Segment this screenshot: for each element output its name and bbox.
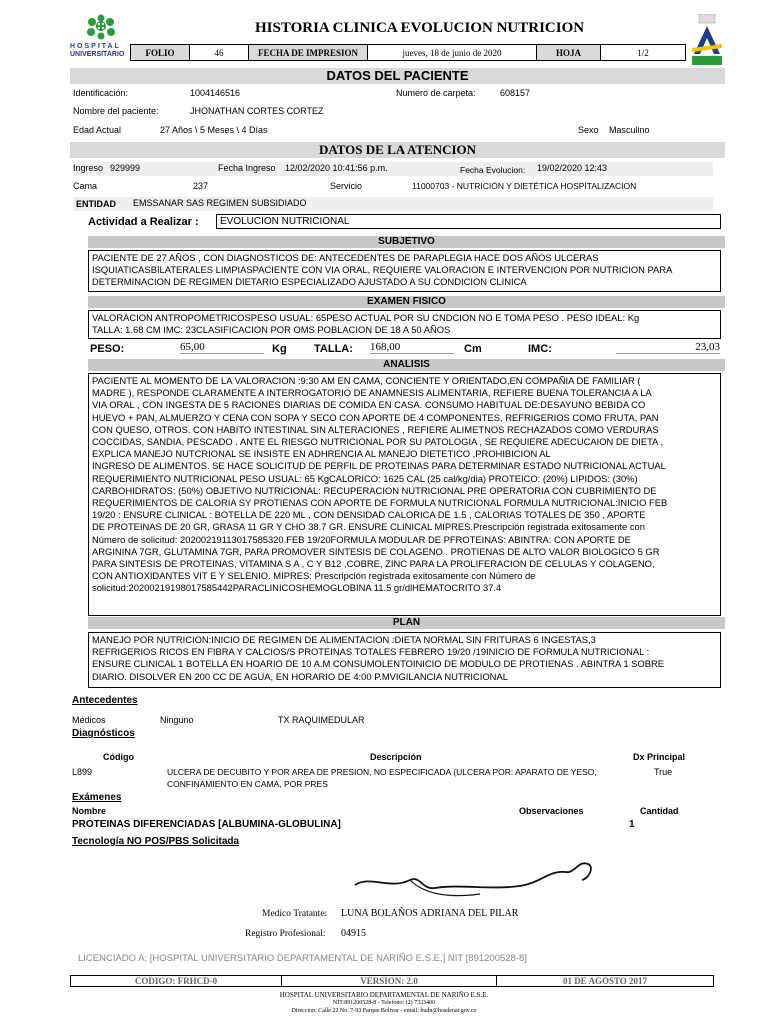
document-title: HISTORIA CLINICA EVOLUCION NUTRICION (255, 20, 585, 36)
nombre-label: Nombre del paciente: (73, 106, 159, 116)
licencia-text: LICENCIADO A: [HOSPITAL UNIVERSITARIO DEPARTAMENTAL DE NARIÑO E.S.E.] NIT [891200528-8] (78, 953, 527, 964)
folio-label: FOLIO (131, 45, 190, 61)
subjetivo-line: DETERMINACION DE REGIMEN DIETARIO ESPECIALIZADO AJUSTADO A SU CONDICION CLINICA (92, 276, 527, 288)
footer-direccion: Direccion: Calle 22 No. 7-93 Parque Bolivar - email: hudn@hosdenar.gov.co (291, 1008, 477, 1014)
analisis-line: MADRE ), RESPONDE CLARAMENTE A INTERROGATORIO DE ANAMNESIS ALIMENTARIA, REFIERE BUENA TOLERANCIA A LA (92, 387, 652, 399)
registro-value: 04915 (341, 928, 366, 939)
footer-code-table (70, 975, 714, 987)
footer-nit: NIT:891200528-8 - Telefono: (2) 7333400 (332, 1000, 436, 1006)
servicio-value: 11000703 - NUTRICIÓN Y DIETÉTICA HOSPITALIZACION (412, 181, 637, 191)
ingreso-value: 929999 (110, 163, 141, 173)
entidad-value: EMSSANAR SAS REGIMEN SUBSIDIADO (133, 198, 307, 208)
tecnologia-title: Tecnología NO POS/PBS Solicitada (72, 836, 240, 847)
cama-value: 237 (193, 181, 209, 191)
diagnostico-col-codigo: Código (103, 752, 134, 762)
analisis-line: VIA ORAL , CON INGESTA DE 5 RACIONES DIARIAS DE COMIDA EN CASA. CONSUMO HABITUAL DE:DESAYUNO BEBIDA CO (92, 399, 646, 411)
analisis-line: CARBOHIDRATOS: (50%) OBJETIVO NUTRICIONAL: RECUPERACION NUTRICIONAL PRE OPERATORIA CON CUBRIMIENTO DE (92, 484, 657, 496)
carpeta-value: 608157 (500, 88, 531, 98)
talla-label: TALLA: (314, 343, 353, 355)
diagnostico-col-descripcion: Descripción (370, 752, 422, 762)
analisis-line: CON ANTIOXIDANTES VIT E Y SELENIO. MIPRES: Prescripción registrada exitosamente con Número de (92, 570, 536, 582)
examen-text (88, 310, 721, 339)
diagnostico-principal: True (654, 767, 673, 777)
fecha-impresion-label: FECHA DE IMPRESION (249, 45, 368, 61)
folio-value: 46 (190, 45, 249, 61)
examenes-col-nombre: Nombre (72, 806, 107, 816)
analisis-line: PACIENTE AL MOMENTO DE LA VALORACION :9:30 AM EN CAMA, CONCIENTE Y ORIENTADO,EN COMPAÑIA DE FAMILIAR ( (92, 375, 641, 386)
fecha-evolucion-label: Fecha Evolucion: (460, 165, 526, 175)
entidad-label: ENTIDAD (76, 199, 116, 209)
sexo-label: Sexo (578, 125, 599, 135)
hoja-label: HOJA (537, 45, 601, 61)
id-value: 1004146516 (190, 88, 241, 98)
fecha-ingreso-label: Fecha Ingreso (218, 163, 276, 173)
analisis-line: HUEVO + PAN, ALMUERZO Y CENA CON SOPA Y SECO CON APORTE DE 4 COMPONENTES, REFRIGERIOS COMO FRUTA, PAN (92, 411, 659, 423)
analisis-line: DE PROTEINAS DE 20 GR, GRASA 11 GR Y CHO 38.7 GR. ENSURE CLINICAL MIPRES.Prescripción registrada exitosamente con (92, 521, 645, 533)
plan-line: ENSURE CLINICAL 1 BOTELLA EN HOARIO DE 10 A.M CONSUMOLENTOINICIO DE MODULO DE PROTIENAS . ABINTRA 1 SOBRE (92, 658, 665, 670)
examen-line: TALLA: 1.68 CM IMC: 23CLASIFICACION POR OMS POBLACION DE 18 A 50 AÑOS (92, 324, 451, 336)
accreditation-logo (690, 14, 724, 66)
fecha-ingreso-value: 12/02/2020 10:41:56 p.m. (285, 163, 388, 173)
section-datos-atencion: DATOS DE LA ATENCION (70, 142, 725, 158)
logo-text-universitario: UNIVERSITARIO (70, 51, 125, 58)
footer-hospital: HOSPITAL UNIVERSITARIO DEPARTAMENTAL DE NARIÑO E.S.E. (279, 991, 489, 999)
id-label: Identificación: (73, 88, 129, 98)
analisis-line: PARA SINTESIS DE PROTEINAS, VITAMINA S A , C Y B12 ,COBRE, ZINC PARA LA PROLIFERACION DE CELULAS Y COLAGENO, (92, 558, 655, 570)
talla-unit: Cm (464, 343, 482, 355)
analisis-line: solicitud:20200219198017585442PARACLINICOSHEMOGLOBINA 11.5 gr/dlHEMATOCRITO 37.4 (92, 582, 502, 594)
footer-codigo: CODIGO: FRHCD-0 (71, 976, 282, 987)
analisis-line: INGRESO DE ALIMENTOS. SE HACE SOLICITUD DE PERFIL DE PROTEINAS PARA DETERMINAR ESTADO NUTRICIONAL ACTUAL (92, 460, 666, 472)
antecedente-extra: TX RAQUIMEDULAR (278, 715, 365, 725)
plan-text (88, 632, 721, 688)
registro-label: Registro Profesional: (245, 929, 326, 939)
analisis-line: REQUERIMIENTO NUTRICIONAL PESO USUAL: 65 KgCALORICO: 1625 CAL (25 cal/kg/dia) PROTEICO: (20%) LIPIDOS: (30%) (92, 472, 638, 484)
subjetivo-line: PACIENTE DE 27 AÑOS , CON DIAGNOSTICOS DE: ANTECEDENTES DE PARAPLEGIA HACE DOS AÑOS ULCERAS (92, 252, 599, 263)
talla-value: 168,00 (370, 341, 454, 354)
analisis-text (88, 373, 721, 616)
analisis-line: CON QUESO, OTROS. CON HABITO INTESTINAL SIN ALTERACIONES , REFIERE ALIMETNOS RECHAZADOS COMO VERDURAS (92, 423, 659, 435)
ingreso-row-bg (73, 162, 713, 176)
diagnostico-descripcion-2: CONFINAMIENTO EN CAMA, POR PRES (167, 779, 328, 789)
carpeta-label: Numero de carpeta: (396, 88, 476, 98)
examen-title: EXAMEN FISICO (88, 296, 725, 308)
antecedente-tipo: Médicos (72, 715, 106, 725)
footer-version: VERSION: 2.0 (282, 976, 497, 987)
medico-label: Medico Tratante: (262, 909, 328, 919)
servicio-label: Servicio (330, 181, 363, 191)
diagnostico-codigo: L899 (72, 767, 93, 777)
edad-label: Edad Actual (73, 125, 122, 135)
actividad-value: EVOLUCION NUTRICIONAL (216, 214, 721, 229)
antecedentes-title: Antecedentes (72, 695, 138, 706)
subjetivo-line: ISQUIATICASBILATERALES LIMPIASPACIENTE CON VIA ORAL, REQUIERE VALORACION E INTERVENCION POR NUTRICION PARA (92, 264, 673, 276)
sexo-value: Masculino (609, 125, 650, 135)
logo-text-hospital: HOSPITAL (70, 43, 121, 50)
imc-label: IMC: (528, 343, 552, 355)
cama-label: Cama (73, 181, 98, 191)
nombre-value: JHONATHAN CORTES CORTEZ (190, 106, 324, 116)
examenes-title: Exámenes (72, 792, 122, 803)
subjetivo-title: SUBJETIVO (88, 236, 725, 248)
fecha-evolucion-value: 19/02/2020 12:43 (537, 163, 608, 173)
plan-line: MANEJO POR NUTRICION:INICIO DE REGIMEN DE ALIMENTACION :DIETA NORMAL SIN FRITURAS 6 INGESTAS,3 (92, 634, 596, 645)
analisis-title: ANALISIS (88, 359, 725, 371)
diagnosticos-title: Diagnósticos (72, 728, 135, 739)
medico-value: LUNA BOLAÑOS ADRIANA DEL PILAR (341, 908, 519, 919)
analisis-line: COCCIDAS, SANDIA, PESCADO . ANTE EL RIESGO NUTRICIONAL POR SU PATOLOGIA , SE REQUIERE ADECUCAION DE DIETA , (92, 436, 664, 448)
header-info-table (130, 44, 686, 61)
analisis-line: Número de solicitud: 20200219113017585320.FEB 19/20FORMULA MODULAR DE PFROTEINAS: ABINTRA: CON APORTE DE (92, 533, 631, 545)
analisis-line: REQUERIMIENTOS DE CALORIA SY PROTIENAS CON APORTE DE FORMULA NUTRICIONAL FORMULA NUTRICIONAL:INICIO FEB (92, 497, 668, 509)
peso-unit: Kg (272, 343, 287, 355)
peso-value: 65,00 (180, 341, 264, 354)
antecedente-detalle: Ninguno (160, 715, 194, 725)
ingreso-label: Ingreso (73, 163, 104, 173)
examen-line: VALORACION ANTROPOMETRICOSPESO USUAL: 65PESO ACTUAL POR SU CNDCION NO E TOMA PESO . PESO IDEAL: Kg (92, 312, 640, 323)
examen-nombre: PROTEINAS DIFERENCIADAS [ALBUMINA-GLOBULINA] (72, 819, 341, 830)
footer-fecha: 01 DE AGOSTO 2017 (497, 976, 714, 987)
plan-line: REFRIGERIOS RICOS EN FIBRA Y CALCIOS/S PROTEINAS TOTALES FEBRERO 19/20 /19INICIO DE FORMULA NUTRICIONAL : (92, 646, 650, 658)
plan-line: DIARIO. DISOLVER EN 200 CC DE AGUA, EN HORARIO DE 4:00 P.MVIGILANCIA NUTRICIONAL (92, 670, 508, 682)
subjetivo-text (88, 250, 721, 292)
examenes-col-observaciones: Observaciones (519, 806, 584, 816)
diagnostico-descripcion-1: ULCERA DE DECUBITO Y POR AREA DE PRESION, NO ESPECIFICADA (ULCERA POR: APARATO DE YESO, (167, 767, 597, 777)
examenes-col-cantidad: Cantidad (640, 806, 679, 816)
fecha-impresion-value: jueves, 18 de junio de 2020 (368, 45, 537, 61)
peso-label: PESO: (90, 343, 125, 355)
imc-value: 23,03 (616, 341, 720, 354)
hoja-value: 1/2 (601, 45, 686, 61)
actividad-label: Actividad a Realizar : (88, 216, 199, 228)
signature-image (350, 850, 600, 905)
analisis-line: EXPLICA MANEJO NUTCRIONAL SE INSISTE EN ADHRENCIA AL MANEJO DIETETICO ,PROHIBICION AL (92, 448, 551, 460)
analisis-line: ARGININA 7GR, GLUTAMINA 7GR, PARA PROMOVER SINTESIS DE COLAGENO . PROTIENAS DE ALTO VALOR BIOLOGICO 5 GR (92, 545, 660, 557)
plan-title: PLAN (88, 617, 725, 629)
section-datos-paciente: DATOS DEL PACIENTE (70, 68, 725, 84)
examen-cantidad: 1 (629, 819, 635, 830)
edad-value: 27 Años \ 5 Meses \ 4 Días (160, 125, 268, 135)
diagnostico-col-principal: Dx Principal (633, 752, 686, 762)
analisis-line: 19/20 : ENSURE CLINICAL : BOTELLA DE 220 ML , CON DENSIDAD CALORICA DE 1.5 , CALORIAS TOTALES DE 350 , APORTE (92, 509, 646, 521)
